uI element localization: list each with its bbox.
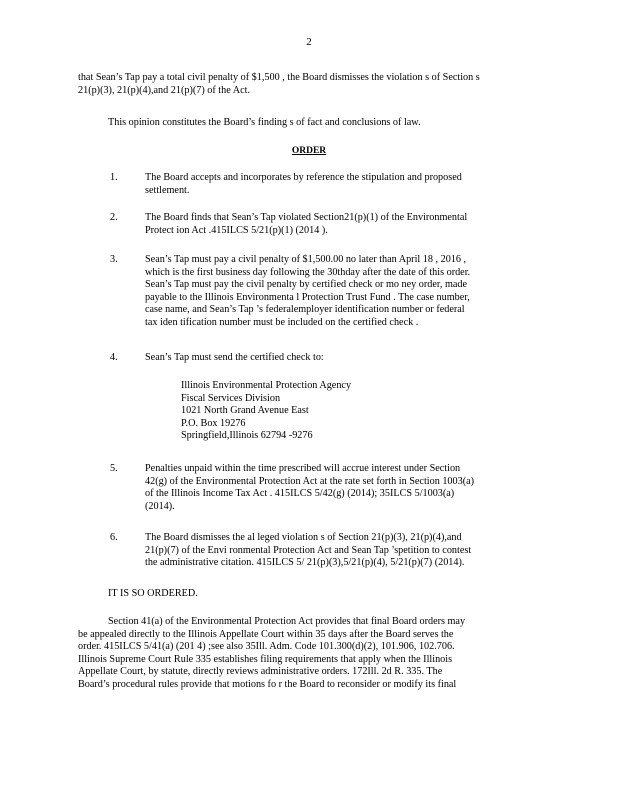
order-item-line: The Board accepts and incorporates by reference the stipulation and proposed (145, 172, 462, 183)
order-item-1 (110, 172, 530, 197)
order-item-3 (110, 254, 530, 330)
order-item-line: tax iden tification number must be included on the certified check . (145, 316, 419, 328)
order-item-line: case name, and Sean’s Tap ’s federalemployer identification number or federal (145, 304, 465, 316)
appeal-line: be appealed directly to the Illinois Appellate Court within 35 days after the Board serves the (78, 628, 454, 640)
order-item-line: Sean’s Tap must pay a civil penalty of $1,500.00 no later than April 18 , 2016 , (145, 254, 467, 265)
order-item-line: Protect ion Act .415ILCS 5/21(p)(1) (2014 ). (145, 224, 328, 236)
address-line: P.O. Box 19276 (181, 417, 246, 429)
order-item-number: 4. (110, 352, 118, 363)
order-item-4 (110, 352, 530, 365)
intro-paragraph (78, 72, 538, 97)
address-line: 1021 North Grand Avenue East (181, 405, 309, 417)
order-item-number: 5. (110, 463, 118, 474)
order-item-number: 6. (110, 532, 118, 543)
order-item-line: The Board dismisses the al leged violation s of Section 21(p)(3), 21(p)(4),and (145, 532, 462, 543)
order-item-line: which is the first business day following the 30thday after the date of this order. (145, 266, 471, 278)
address-line: Illinois Environmental Protection Agency (181, 380, 352, 391)
order-item-number: 2. (110, 212, 118, 223)
order-item-line: The Board finds that Sean’s Tap violated Section21(p)(1) of the Environmental (145, 212, 468, 223)
address-line: Springfield,Illinois 62794 -9276 (181, 430, 313, 442)
order-item-line: Penalties unpaid within the time prescribed will accrue interest under Section (145, 463, 461, 474)
intro-line: 21(p)(3), 21(p)(4),and 21(p)(7) of the Act. (78, 84, 250, 96)
order-item-line: 21(p)(7) of the Envi ronmental Protection Act and Sean Tap ’spetition to contest (145, 544, 472, 556)
order-item-number: 1. (110, 172, 118, 183)
order-heading: ORDER (291, 146, 327, 156)
order-item-6 (110, 532, 530, 570)
page-number: 2 (306, 36, 312, 48)
order-item-5 (110, 463, 530, 513)
address-line: Fiscal Services Division (181, 392, 281, 404)
order-item-line: Sean’s Tap must send the certified check to: (145, 352, 324, 363)
mailing-address (181, 380, 431, 443)
order-item-line: the administrative citation. 415ILCS 5/ 21(p)(3),5/21(p)(4), 5/21(p)(7) (2014). (145, 557, 465, 569)
appeal-line: Board’s procedural rules provide that motions fo r the Board to reconsider or modify its final (78, 678, 457, 690)
order-item-line: 42(g) of the Environmental Protection Act at the rate set forth in Section 1003(a) (145, 475, 475, 487)
appeal-line: Appellate Court, by statute, directly reviews administrative orders. 172Ill. 2d R. 335. The (78, 666, 443, 678)
opinion-statement: This opinion constitutes the Board’s finding s of fact and conclusions of law. (108, 117, 421, 128)
order-item-line: settlement. (145, 184, 190, 196)
intro-line: that Sean’s Tap pay a total civil penalty of $1,500 , the Board dismisses the violation s of Section s (78, 72, 480, 83)
order-item-line: of the Illinois Income Tax Act . 415ILCS 5/42(g) (2014); 35ILCS 5/1003(a) (145, 488, 455, 500)
so-ordered: IT IS SO ORDERED. (108, 588, 198, 599)
order-item-2 (110, 212, 530, 237)
appeal-line: Section 41(a) of the Environmental Protection Act provides that final Board orders may (108, 616, 466, 627)
order-item-line: (2014). (145, 500, 175, 512)
order-item-line: Sean’s Tap must pay the civil penalty by certified check or mo ney order, made (145, 279, 468, 291)
appeal-line: Illinois Supreme Court Rule 335 establishes filing requirements that apply when the Illinois (78, 653, 453, 665)
appeal-paragraph (78, 616, 548, 692)
order-item-line: payable to the Illinois Environmenta l Protection Trust Fund . The case number, (145, 291, 470, 303)
order-item-number: 3. (110, 254, 118, 265)
appeal-line: order. 415ILCS 5/41(a) (201 4) ;see also 35Ill. Adm. Code 101.300(d)(2), 101.906, 102.706. (78, 641, 455, 653)
